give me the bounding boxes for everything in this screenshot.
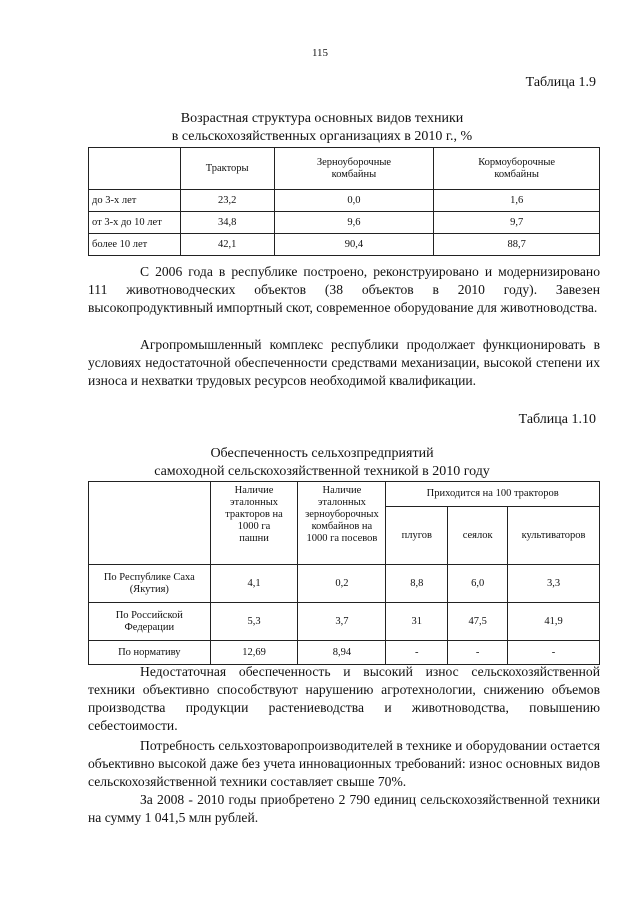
header-cultivators: культиваторов (508, 507, 600, 565)
paragraph: За 2008 - 2010 годы приобретено 2 790 единиц сельскохозяйственной техники на сумму 1 041,5 млн рублей. (88, 792, 600, 825)
cell-value: 41,9 (508, 603, 600, 641)
table-1-10-title-line1: Обеспеченность сельхозпредприятий (210, 446, 434, 461)
cell-value: 5,3 (210, 603, 298, 641)
header-grain-combines: Зерноуборочные комбайны (274, 148, 434, 190)
age-structure-table (88, 147, 600, 256)
cell-value: 42,1 (180, 234, 274, 256)
cell-value: 9,6 (274, 212, 434, 234)
paragraph: Недостаточная обеспеченность и высокий износ сельскохозяйственной техники объективно способствуют нарушению агротехнологии, снижению объемов производства продукции растениеводства и животноводства, повышению себестоимости. (88, 664, 600, 733)
header-empty (89, 148, 181, 190)
cell-value: 9,7 (434, 212, 600, 234)
cell-value: 12,69 (210, 641, 298, 665)
cell-value: 0,0 (274, 190, 434, 212)
cell-value: 4,1 (210, 565, 298, 603)
table-1-10-title-line2: самоходной сельскохозяйственной техникой в 2010 году (154, 464, 490, 479)
row-label: По Республике Саха (Якутия) (89, 565, 211, 603)
cell-value: 90,4 (274, 234, 434, 256)
row-label: от 3-х до 10 лет (89, 212, 181, 234)
header-combines-per-1000ha: Наличие эталонных зерноуборочных комбайнов на 1000 га посевов (298, 482, 386, 565)
cell-value: 34,8 (180, 212, 274, 234)
table-row (89, 603, 600, 641)
table-row (89, 641, 600, 665)
cell-value: - (386, 641, 448, 665)
table-header-row (89, 148, 600, 190)
page-number: 115 (311, 47, 329, 59)
row-label: По Российской Федерации (89, 603, 211, 641)
table-row (89, 212, 600, 234)
row-label: По нормативу (89, 641, 211, 665)
header-seeders: сеялок (448, 507, 508, 565)
cell-value: 47,5 (448, 603, 508, 641)
table-header-row (89, 482, 600, 507)
cell-value: 6,0 (448, 565, 508, 603)
cell-value: 31 (386, 603, 448, 641)
cell-value: 1,6 (434, 190, 600, 212)
table-1-9-title-line1: Возрастная структура основных видов техники (180, 111, 464, 126)
cell-value: 8,94 (298, 641, 386, 665)
cell-value: 0,2 (298, 565, 386, 603)
row-label: более 10 лет (89, 234, 181, 256)
cell-value: 3,3 (508, 565, 600, 603)
table-row (89, 234, 600, 256)
header-empty (89, 482, 211, 565)
header-plows: плугов (386, 507, 448, 565)
cell-value: - (448, 641, 508, 665)
table-1-9-title-line2: в сельскохозяйственных организациях в 2010 г., % (171, 129, 473, 144)
header-forage-combines: Кормоуборочные комбайны (434, 148, 600, 190)
cell-value: 3,7 (298, 603, 386, 641)
header-tractors-per-1000ha: Наличие эталонных тракторов на 1000 га пашни (210, 482, 298, 565)
cell-value: - (508, 641, 600, 665)
cell-value: 8,8 (386, 565, 448, 603)
table-1-9-label: Таблица 1.9 (525, 75, 596, 90)
header-per-100-tractors: Приходится на 100 тракторов (386, 482, 600, 507)
table-row (89, 565, 600, 603)
table-1-10-label: Таблица 1.10 (518, 412, 596, 427)
paragraph: Потребность сельхозтоваропроизводителей в технике и оборудовании остается объективно высокой даже без учета инновационных требований: износ основных видов сельскохозяйственной техники составляет свыше 70%. (88, 738, 600, 789)
paragraph: Агропромышленный комплекс республики продолжает функционировать в условиях недостаточной обеспеченности средствами механизации, высокой степени их износа и нехватки трудовых ресурсов необходимой квалификации. (88, 337, 600, 388)
header-tractors: Тракторы (180, 148, 274, 190)
cell-value: 88,7 (434, 234, 600, 256)
machinery-supply-table (88, 481, 600, 665)
row-label: до 3-х лет (89, 190, 181, 212)
table-row (89, 190, 600, 212)
cell-value: 23,2 (180, 190, 274, 212)
paragraph: С 2006 года в республике построено, реконструировано и модернизировано 111 животноводческих объектов (38 объектов в 2010 году). Завезен высокопродуктивный импортный скот, современное оборудование для животноводства. (88, 264, 600, 315)
